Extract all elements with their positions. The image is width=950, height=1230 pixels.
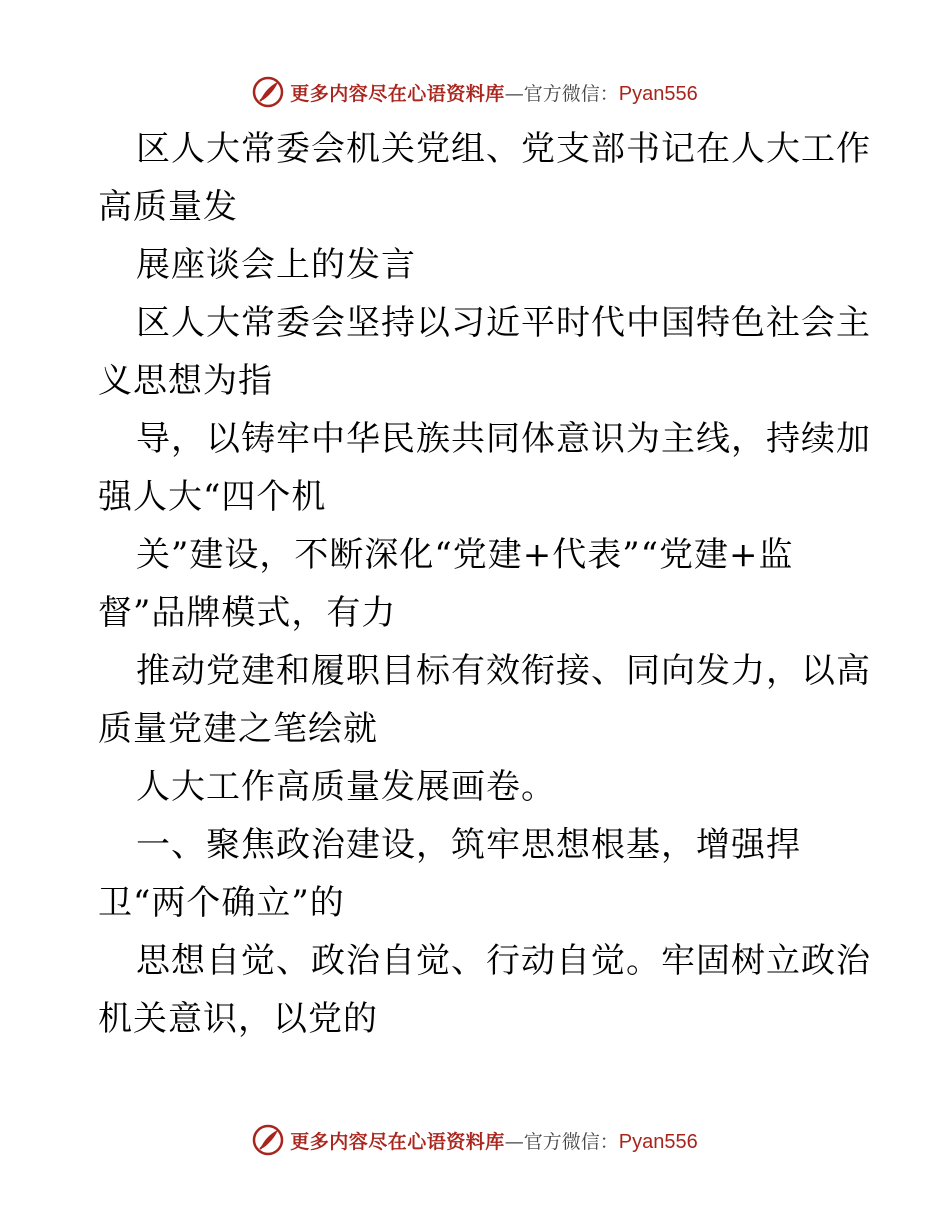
text-line: 机关意识，以党的 xyxy=(98,999,378,1039)
text-line: 义思想为指 xyxy=(98,361,273,401)
text-line: 展座谈会上的发言 xyxy=(136,245,416,285)
text-line: 区人大常委会坚持以习近平时代中国特色社会主 xyxy=(136,303,871,343)
watermark-id-text: Pyan556 xyxy=(618,82,698,105)
text-line: 关”建设，不断深化“党建+代表”“党建+监 xyxy=(136,535,794,575)
header-watermark xyxy=(0,72,950,112)
text-line: 一、聚焦政治建设，筑牢思想根基，增强捍 xyxy=(136,825,801,865)
text-line: 督”品牌模式，有力 xyxy=(98,593,397,633)
text-line: 高质量发 xyxy=(98,187,238,227)
text-line: 强人大“四个机 xyxy=(98,477,327,517)
text-line: 区人大常委会机关党组、党支部书记在人大工作 xyxy=(136,129,871,169)
watermark-sub-text: —官方微信： xyxy=(504,82,619,105)
text-line: 质量党建之笔绘就 xyxy=(98,709,378,749)
document-body xyxy=(98,120,871,1048)
quill-pen-logo-icon xyxy=(252,76,284,108)
footer-watermark xyxy=(0,1120,950,1160)
watermark-main-text: 更多内容尽在心语资料库 xyxy=(290,82,505,105)
text-line: 卫“两个确立”的 xyxy=(98,883,345,923)
text-line: 人大工作高质量发展画卷。 xyxy=(136,767,556,807)
text-line: 推动党建和履职目标有效衔接、同向发力，以高 xyxy=(136,651,871,691)
watermark-main-text: 更多内容尽在心语资料库 xyxy=(290,1130,505,1153)
watermark-id-text: Pyan556 xyxy=(618,1130,698,1153)
text-line: 思想自觉、政治自觉、行动自觉。牢固树立政治 xyxy=(136,941,871,981)
watermark-sub-text: —官方微信： xyxy=(504,1130,619,1153)
text-line: 导，以铸牢中华民族共同体意识为主线，持续加 xyxy=(136,419,871,459)
quill-pen-logo-icon xyxy=(252,1124,284,1156)
